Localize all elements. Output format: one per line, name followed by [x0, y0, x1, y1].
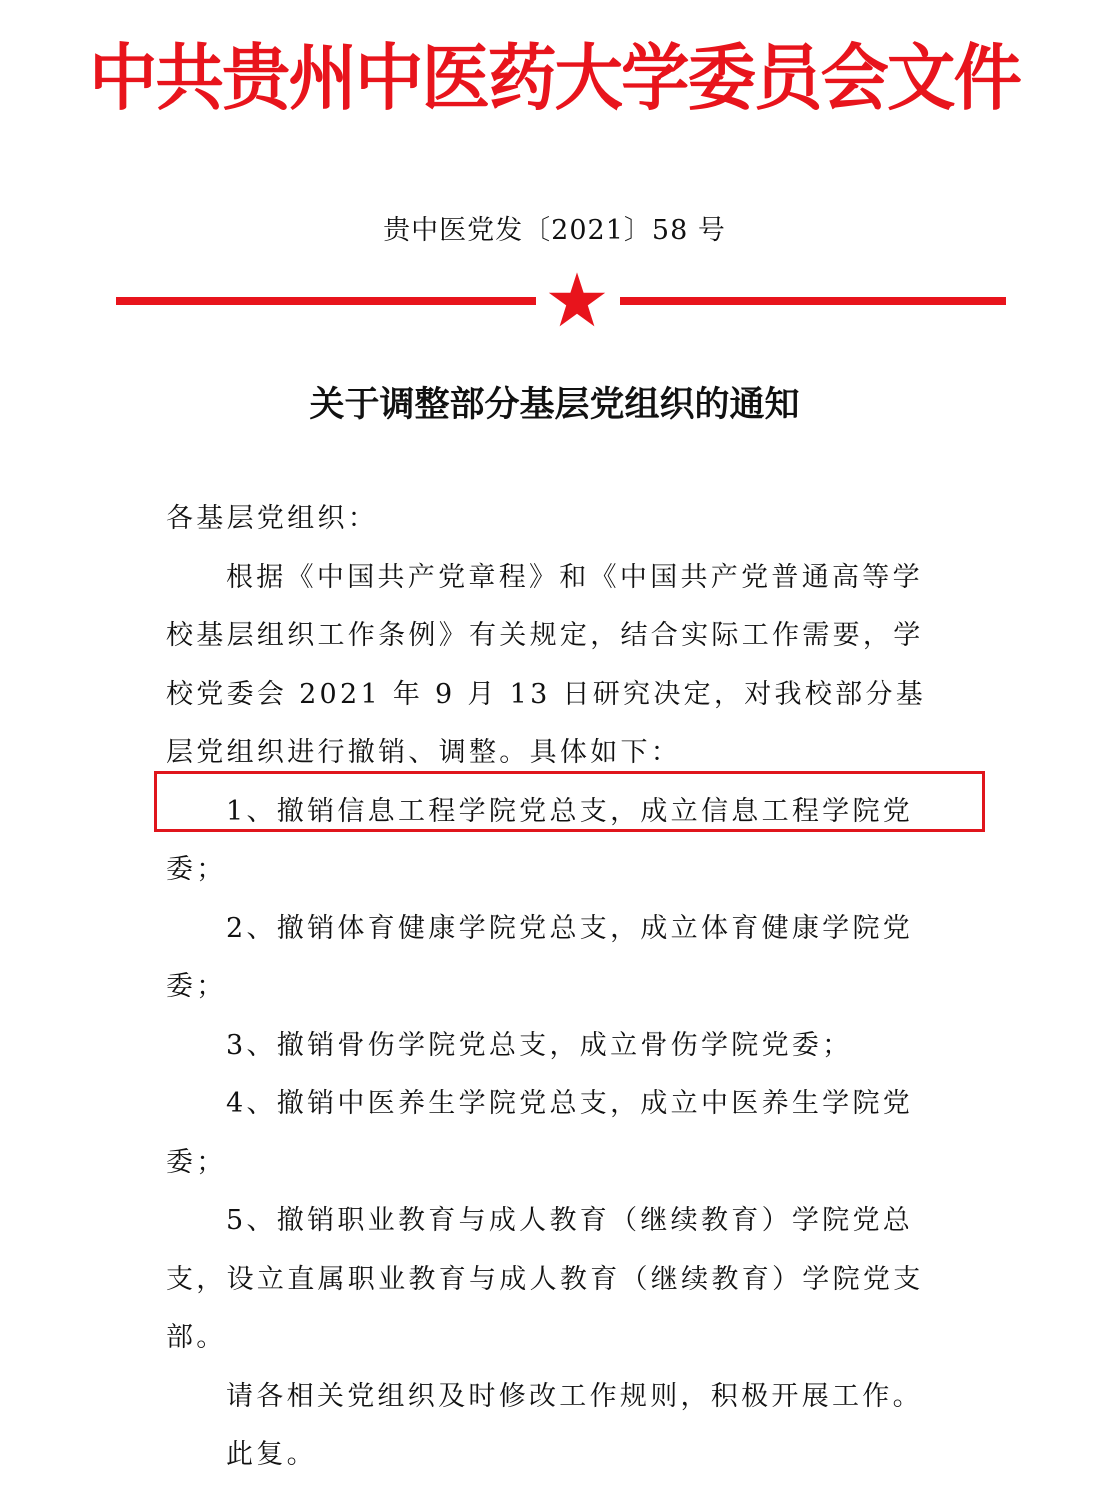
list-item: 5、撤销职业教育与成人教育（继续教育）学院党总支，设立直属职业教育与成人教育（继续教育）学院党支部。	[166, 1205, 924, 1353]
closing-request: 请各相关党组织及时修改工作规则，积极开展工作。	[226, 1380, 923, 1412]
intro-paragraph: 根据《中国共产党章程》和《中国共产党普通高等学校基层组织工作条例》有关规定，结合实际工作需要，学校党委会 2021 年 9 月 13 日研究决定，对我校部分基层党组织进行撤销、调整。具体如下：	[166, 561, 927, 768]
red-rule-left	[116, 297, 536, 305]
list-item: 4、撤销中医养生学院党总支，成立中医养生学院党委；	[166, 1088, 914, 1178]
red-rule-right	[620, 297, 1006, 305]
notice-title: 关于调整部分基层党组织的通知	[309, 385, 800, 425]
list-item: 3、撤销骨伤学院党总支，成立骨伤学院党委；	[226, 1029, 853, 1061]
document-number: 贵中医党发〔2021〕58 号	[383, 215, 726, 246]
list-item: 1、撤销信息工程学院党总支，成立信息工程学院党委；	[166, 795, 914, 885]
salutation: 各基层党组织：	[166, 503, 379, 534]
highlight-box	[154, 771, 985, 832]
notice-body	[166, 490, 944, 1485]
closing-remark: 此复。	[226, 1439, 317, 1470]
list-item: 2、撤销体育健康学院党总支，成立体育健康学院党委；	[166, 912, 914, 1002]
red-star-icon	[547, 270, 607, 330]
masthead-title: 中共贵州中医药大学委员会文件	[88, 36, 1021, 120]
